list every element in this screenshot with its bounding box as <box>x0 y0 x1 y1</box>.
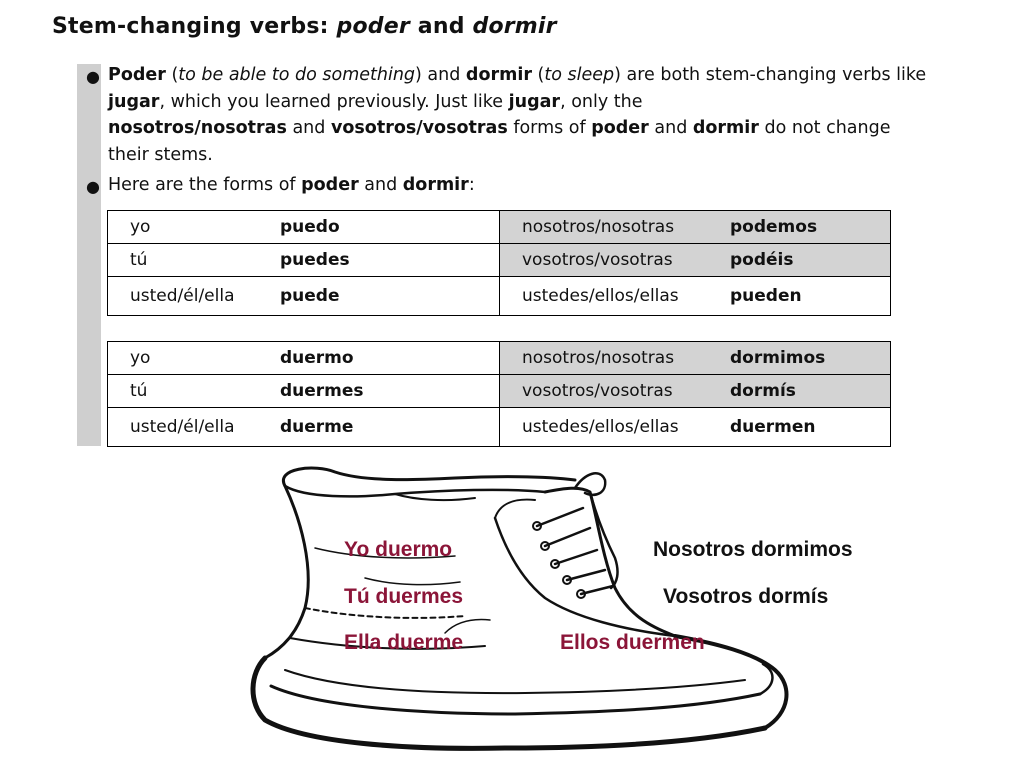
table-row <box>108 277 891 316</box>
pronoun: tú <box>130 381 148 401</box>
bullet-icon: ● <box>86 177 100 196</box>
verb-form: dormimos <box>730 348 826 368</box>
pronoun: yo <box>130 348 151 368</box>
verb-form: pueden <box>730 286 802 306</box>
bullet-paragraph-1: Poder (to be able to do something) and dormir (to sleep) are both stem-changing verbs like jugar, which you learned previously. Just like jugar, only the nosotros/nosotras and vosotros/vosotras forms of poder and dormir do not change their stems. <box>108 65 927 165</box>
verb-form: duermo <box>280 348 354 368</box>
verb-form: puedes <box>280 250 350 270</box>
table-row <box>108 211 891 244</box>
dormir-conjugation-table <box>107 341 891 447</box>
pronoun: yo <box>130 217 151 237</box>
label-tu: Tú duermes <box>344 585 464 608</box>
label-vosotros: Vosotros dormís <box>663 585 829 608</box>
label-ella: Ella duerme <box>344 631 464 654</box>
verb-form: podemos <box>730 217 818 237</box>
label-yo: Yo duermo <box>344 538 453 561</box>
pronoun: ustedes/ellos/ellas <box>522 417 679 437</box>
table-row <box>108 244 891 277</box>
verb-form: duermes <box>280 381 364 401</box>
pronoun: nosotros/nosotras <box>522 217 675 237</box>
table-row <box>108 408 891 447</box>
bullet-paragraph-2: Here are the forms of poder and dormir: <box>108 175 475 195</box>
verb-form: puedo <box>280 217 340 237</box>
verb-form: dormís <box>730 381 796 401</box>
verb-form: duerme <box>280 417 354 437</box>
pronoun: nosotros/nosotras <box>522 348 675 368</box>
table-row <box>108 375 891 408</box>
verb-form: duermen <box>730 417 816 437</box>
page-title: Stem-changing verbs: poder and dormir <box>52 14 557 39</box>
poder-conjugation-table <box>107 210 891 316</box>
pronoun: usted/él/ella <box>130 417 235 437</box>
table-row <box>108 342 891 375</box>
pronoun: ustedes/ellos/ellas <box>522 286 679 306</box>
pronoun: tú <box>130 250 148 270</box>
label-nosotros: Nosotros dormimos <box>653 538 853 561</box>
sidebar-bar <box>77 64 101 446</box>
pronoun: usted/él/ella <box>130 286 235 306</box>
pronoun: vosotros/vosotras <box>522 250 673 270</box>
pronoun: vosotros/vosotras <box>522 381 673 401</box>
verb-form: puede <box>280 286 340 306</box>
label-ellos: Ellos duermen <box>560 631 705 654</box>
bullet-icon: ● <box>86 67 100 86</box>
verb-form: podéis <box>730 250 794 270</box>
